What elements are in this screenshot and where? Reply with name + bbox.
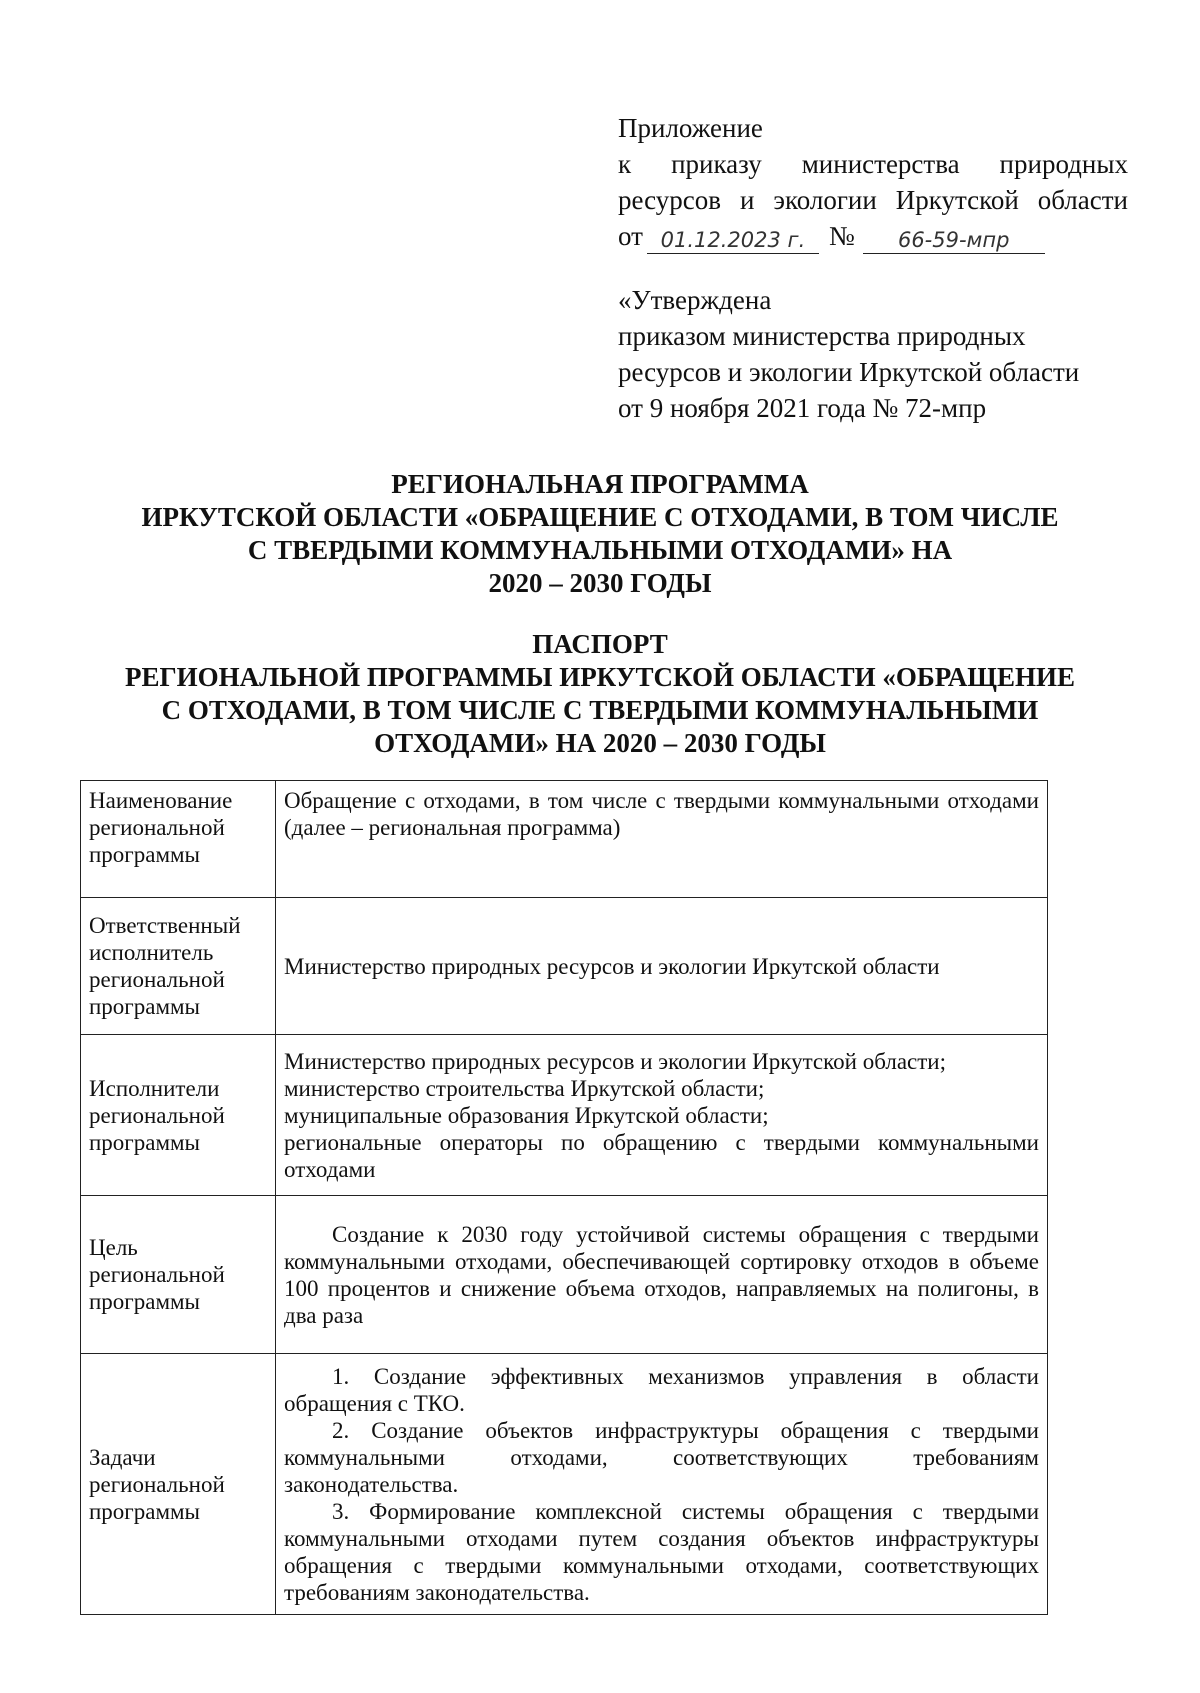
- row-value: Обращение с отходами, в том числе с твердыми коммунальными отходами (далее – региональная программа): [276, 781, 1048, 898]
- appendix-to-order: к приказу министерства природных: [618, 149, 1128, 179]
- row-label: Ответственный исполнитель региональной программы: [81, 898, 276, 1035]
- row-label: Цель региональной программы: [81, 1196, 276, 1354]
- executor-line: Министерство природных ресурсов и экологии Иркутской области;: [284, 1048, 946, 1074]
- from-label: от: [618, 221, 643, 251]
- appendix-order-line: [618, 218, 1128, 254]
- task-item: 1. Создание эффективных механизмов управления в области обращения с ТКО.: [284, 1363, 1039, 1416]
- appendix-block: [618, 110, 1128, 254]
- table-row: [81, 898, 1048, 1035]
- table-row: [81, 1035, 1048, 1196]
- row-label: Исполнители региональной программы: [81, 1035, 276, 1196]
- approved-line-1: «Утверждена: [618, 285, 772, 315]
- approved-line-3: ресурсов и экологии Иркутской области: [618, 357, 1080, 387]
- program-heading: [60, 468, 1140, 600]
- executor-line: муниципальные образования Иркутской области;: [284, 1102, 769, 1128]
- passport-heading-line-3: С ОТХОДАМИ, В ТОМ ЧИСЛЕ С ТВЕРДЫМИ КОММУНАЛЬНЫМИ: [161, 695, 1039, 725]
- row-value-list: [276, 1035, 1048, 1196]
- row-value-list: [276, 1354, 1048, 1615]
- handwritten-number: 66-59-мпр: [863, 227, 1045, 254]
- appendix-title: Приложение: [618, 113, 763, 143]
- passport-table: [80, 780, 1048, 1615]
- passport-heading-line-1: ПАСПОРТ: [532, 629, 668, 659]
- program-heading-line-3: С ТВЕРДЫМИ КОММУНАЛЬНЫМИ ОТХОДАМИ» НА: [247, 535, 953, 565]
- passport-heading-line-4: ОТХОДАМИ» НА 2020 – 2030 ГОДЫ: [374, 728, 826, 758]
- handwritten-date: 01.12.2023 г.: [647, 227, 819, 254]
- passport-heading: [60, 628, 1140, 760]
- row-label: Задачи региональной программы: [81, 1354, 276, 1615]
- row-value: [276, 1196, 1048, 1354]
- task-item: 3. Формирование комплексной системы обращения с твердыми коммунальными отходами путем создания объектов инфраструктуры обращения с твердыми коммунальными отходами, соответствующих требованиям законодательства.: [284, 1498, 1039, 1605]
- executor-line: региональные операторы по обращению с твердыми коммунальными отходами: [284, 1129, 1039, 1182]
- task-item: 2. Создание объектов инфраструктуры обращения с твердыми коммунальными отходами, соответствующих требованиям законодательства.: [284, 1417, 1039, 1497]
- appendix-ministry: ресурсов и экологии Иркутской области: [618, 185, 1128, 215]
- executor-line: министерство строительства Иркутской области;: [284, 1075, 765, 1101]
- program-heading-line-4: 2020 – 2030 ГОДЫ: [488, 568, 712, 598]
- table-row: [81, 1354, 1048, 1615]
- number-label: №: [828, 221, 855, 251]
- row-value: Министерство природных ресурсов и экологии Иркутской области: [276, 898, 1048, 1035]
- table-row: [81, 1196, 1048, 1354]
- goal-text: Создание к 2030 году устойчивой системы обращения с твердыми коммунальными отходами, обеспечивающей сортировку отходов в объеме 100 процентов и снижение объема отходов, направляемых на полигоны, в два раза: [284, 1221, 1039, 1328]
- program-heading-line-2: ИРКУТСКОЙ ОБЛАСТИ «ОБРАЩЕНИЕ С ОТХОДАМИ, В ТОМ ЧИСЛЕ: [141, 502, 1059, 532]
- program-heading-line-1: РЕГИОНАЛЬНАЯ ПРОГРАММА: [391, 469, 809, 499]
- approved-block: [618, 282, 1138, 426]
- approved-line-4: от 9 ноября 2021 года № 72-мпр: [618, 393, 987, 423]
- passport-heading-line-2: РЕГИОНАЛЬНОЙ ПРОГРАММЫ ИРКУТСКОЙ ОБЛАСТИ «ОБРАЩЕНИЕ: [125, 662, 1075, 692]
- approved-line-2: приказом министерства природных: [618, 321, 1026, 351]
- table-row: [81, 781, 1048, 898]
- row-label: Наименование региональной программы: [81, 781, 276, 898]
